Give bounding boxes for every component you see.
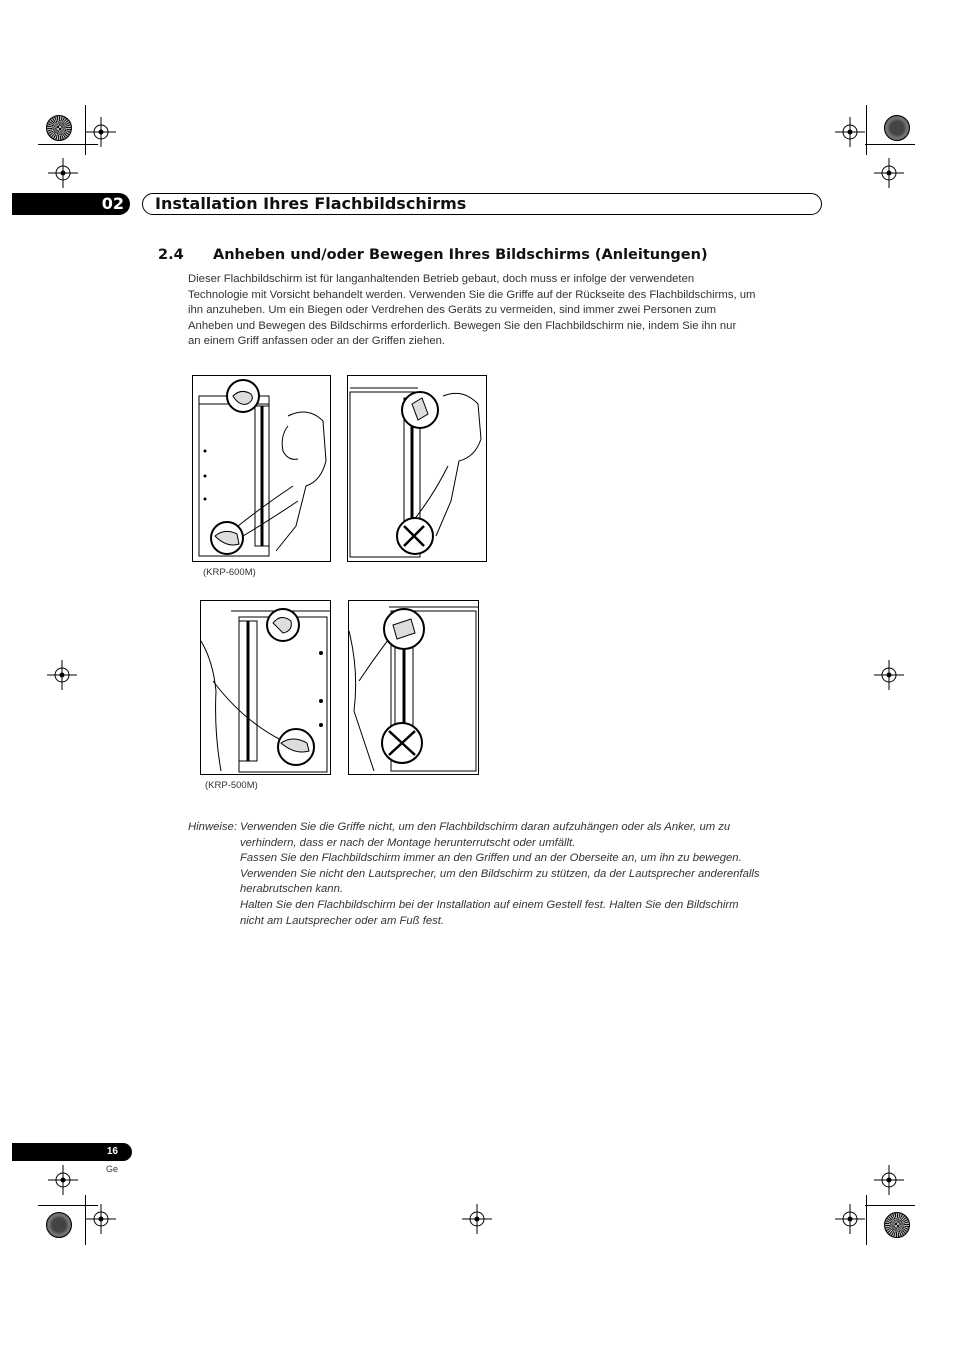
figure-caption-krp600m: (KRP-600M) bbox=[203, 567, 256, 578]
body-line: an einem Griff anfassen oder an der Griffen ziehen. bbox=[188, 335, 446, 348]
registration-mark-icon bbox=[48, 158, 78, 188]
crop-line bbox=[866, 105, 867, 155]
body-line: ihn anzuheben. Um ein Biegen oder Verdrehen des Geräts zu vermeiden, sind immer zwei Personen zum bbox=[188, 304, 717, 317]
registration-mark-icon bbox=[86, 117, 116, 147]
body-line: Anheben und Bewegen des Bildschirms erforderlich. Bewegen Sie den Flachbildschirm nie, indem Sie ihn nur bbox=[188, 319, 737, 332]
page-number: 16 bbox=[12, 1143, 132, 1161]
chapter-number: 02 bbox=[12, 193, 130, 215]
registration-mark-icon bbox=[462, 1204, 492, 1234]
color-calibration-icon bbox=[884, 1212, 910, 1238]
chapter-title: Installation Ihres Flachbildschirms bbox=[155, 194, 467, 213]
note-line: herabrutschen kann. bbox=[240, 883, 343, 896]
crop-line bbox=[866, 1195, 867, 1245]
registration-mark-icon bbox=[835, 1204, 865, 1234]
color-calibration-icon bbox=[46, 115, 72, 141]
notes-label: Hinweise: bbox=[188, 821, 237, 833]
note-line: Verwenden Sie nicht den Lautsprecher, um den Bildschirm zu stützen, da der Lautsprecher anderenfalls bbox=[240, 867, 760, 880]
note-line: verhindern, dass er nach der Montage herunterrutscht oder umfällt. bbox=[240, 836, 576, 849]
illustration-lift-correct-600 bbox=[192, 375, 331, 562]
body-paragraph bbox=[188, 272, 828, 350]
color-calibration-icon bbox=[884, 115, 910, 141]
registration-mark-icon bbox=[874, 158, 904, 188]
registration-mark-icon bbox=[874, 660, 904, 690]
section-number: 2.4 bbox=[158, 247, 184, 263]
registration-mark-icon bbox=[47, 660, 77, 690]
language-code: Ge bbox=[106, 1164, 119, 1174]
registration-mark-icon bbox=[874, 1165, 904, 1195]
registration-mark-icon bbox=[48, 1165, 78, 1195]
crop-line bbox=[865, 1205, 915, 1206]
crop-line bbox=[865, 144, 915, 145]
note-line: nicht am Lautsprecher oder am Fuß fest. bbox=[240, 914, 445, 927]
note-line: Halten Sie den Flachbildschirm bei der Installation auf einem Gestell fest. Halten Sie den Bildschirm bbox=[240, 898, 739, 911]
registration-mark-icon bbox=[835, 117, 865, 147]
section-title: Anheben und/oder Bewegen Ihres Bildschirms (Anleitungen) bbox=[213, 247, 708, 263]
figure-caption-krp500m: (KRP-500M) bbox=[205, 780, 258, 791]
illustration-lift-incorrect-600 bbox=[347, 375, 487, 562]
registration-mark-icon bbox=[86, 1204, 116, 1234]
body-line: Technologie mit Vorsicht behandelt werden. Verwenden Sie die Griffe auf der Rückseite des Flachbildschirms, um bbox=[188, 288, 756, 301]
body-line: Dieser Flachbildschirm ist für langanhaltenden Betrieb gebaut, doch muss er infolge der verwendeten bbox=[188, 273, 695, 285]
color-calibration-icon bbox=[46, 1212, 72, 1238]
note-line: Verwenden Sie die Griffe nicht, um den Flachbildschirm daran aufzuhängen oder als Anker, um zu bbox=[240, 821, 731, 833]
illustration-lift-correct-500 bbox=[200, 600, 331, 775]
note-line: Fassen Sie den Flachbildschirm immer an den Griffen und an der Oberseite an, um ihn zu bewegen. bbox=[240, 852, 742, 865]
illustration-lift-incorrect-500 bbox=[348, 600, 479, 775]
